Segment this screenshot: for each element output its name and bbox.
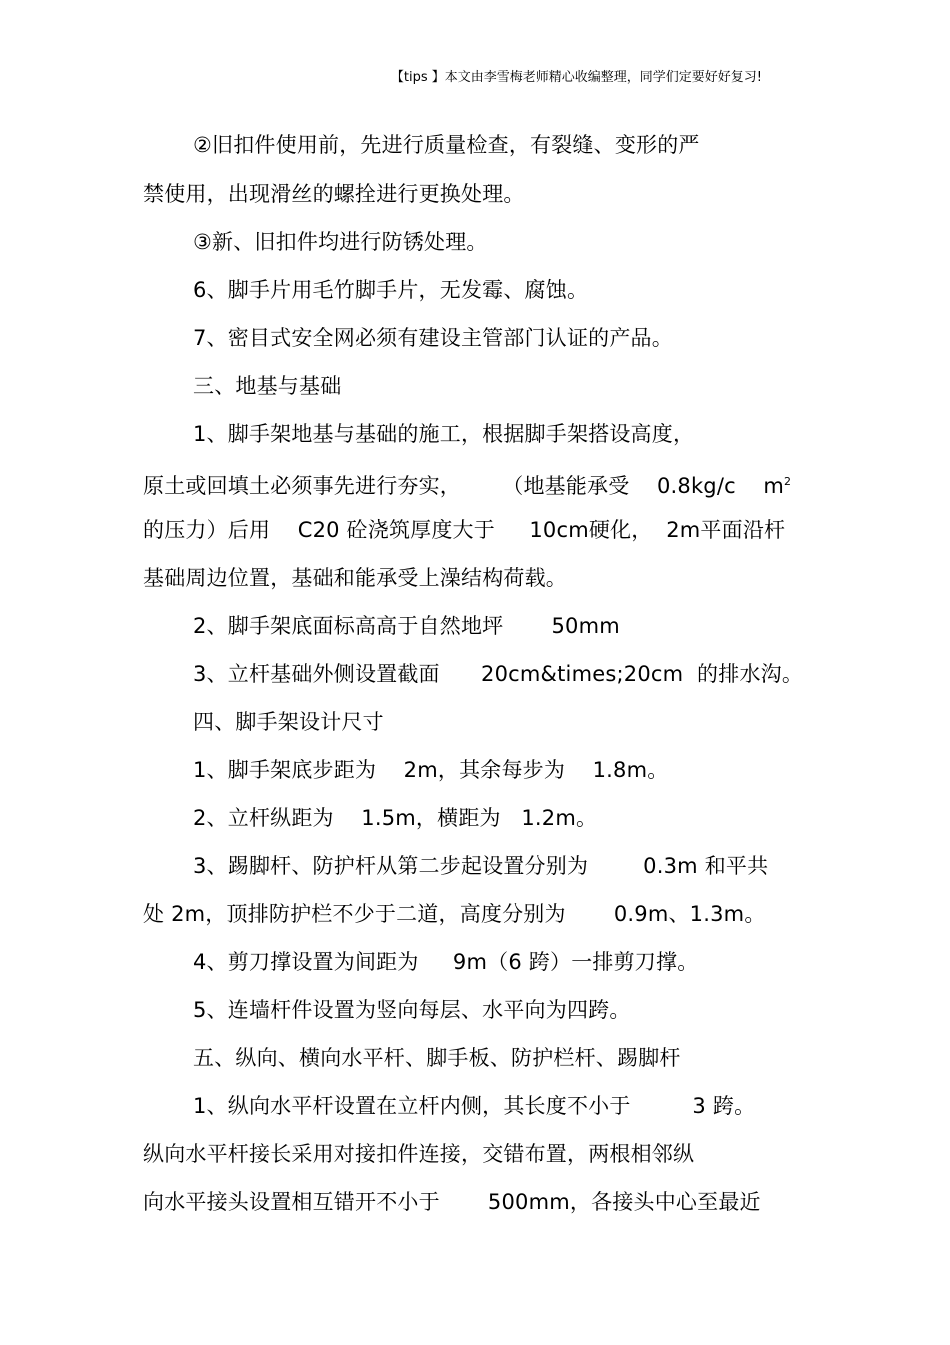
- section-heading-5: 五、纵向、横向水平杆、脚手板、防护栏杆、踢脚杆: [193, 1046, 681, 1070]
- text-line-17: 处 2m，顶排防护栏不少于二道，高度分别为 0.9m、1.3m。: [143, 902, 766, 926]
- text-line-12: 3、立杆基础外侧设置截面 20cm&times;20cm 的排水沟。: [193, 662, 804, 686]
- text-line-7: 1、脚手架地基与基础的施工，根据脚手架搭设高度，: [193, 422, 695, 446]
- header-tip-note: 【tips 】本文由李雪梅老师精心收编整理，同学们定要好好复习!: [390, 70, 762, 85]
- text-line-3: ③新、旧扣件均进行防锈处理。: [193, 230, 488, 254]
- text-line-15: 2、立杆纵距为 1.5m，横距为 1.2m。: [193, 806, 598, 830]
- text-line-21: 1、纵向水平杆设置在立杆内侧，其长度不小于 3 跨。: [193, 1094, 756, 1118]
- section-heading-3: 三、地基与基础: [193, 374, 342, 398]
- text-line-14: 1、脚手架底步距为 2m，其余每步为 1.8m。: [193, 758, 669, 782]
- text-line-10: 基础周边位置，基础和能承受上澡结构荷载。: [143, 566, 567, 590]
- text-line-11: 2、脚手架底面标高高于自然地坪 50mm: [193, 614, 620, 638]
- text-line-18: 4、剪刀撑设置为间距为 9m（6 跨）一排剪刀撑。: [193, 950, 699, 974]
- superscript-2: 2: [784, 475, 792, 488]
- text-line-4: 6、脚手片用毛竹脚手片，无发霉、腐蚀。: [193, 278, 589, 302]
- text-line-5: 7、密目式安全网必须有建设主管部门认证的产品。: [193, 326, 673, 350]
- text-line-16: 3、踢脚杆、防护杆从第二步起设置分别为 0.3m 和平共: [193, 854, 769, 878]
- text-line-23: 向水平接头设置相互错开不小于 500mm，各接头中心至最近: [143, 1190, 761, 1214]
- text-line-22: 纵向水平杆接长采用对接扣件连接，交错布置，两根相邻纵: [143, 1142, 695, 1166]
- text-line-8: [143, 468, 791, 500]
- text-line-2: 禁使用，出现滑丝的螺拴进行更换处理。: [143, 182, 525, 206]
- section-heading-4: 四、脚手架设计尺寸: [193, 710, 384, 734]
- text-line-1: ②旧扣件使用前，先进行质量检查，有裂缝、变形的严: [193, 133, 700, 157]
- text-line-19: 5、连墙杆件设置为竖向每层、水平向为四跨。: [193, 998, 631, 1022]
- text-line-9: 的压力）后用 C20 砼浇筑厚度大于 10cm硬化， 2m平面沿杆: [143, 518, 786, 542]
- text-line-8-main: 原土或回填土必须事先进行夯实， （地基能承受 0.8kg/c m: [143, 474, 785, 498]
